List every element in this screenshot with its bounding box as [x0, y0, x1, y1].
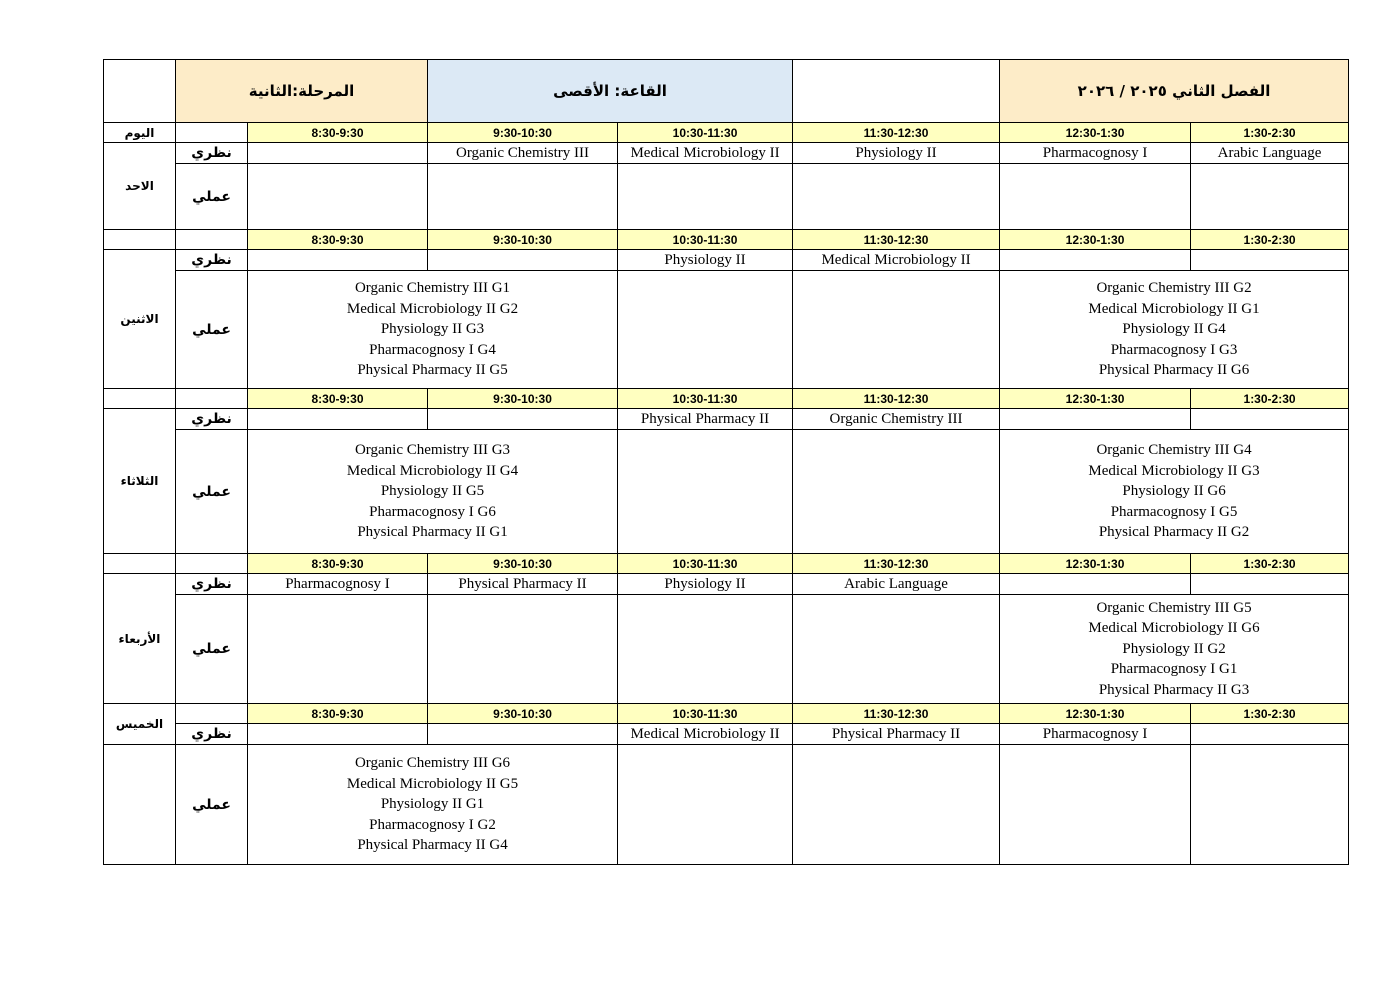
- blank-cell: [104, 230, 176, 250]
- class-cell: [1191, 164, 1349, 230]
- class-cell: [618, 271, 793, 389]
- class-cell: [248, 143, 428, 164]
- time-slot: 12:30-1:30: [1000, 389, 1191, 409]
- stage-title: المرحلة:الثانية: [176, 60, 428, 123]
- class-cell: Pharmacognosy I: [248, 574, 428, 595]
- class-cell: [248, 250, 428, 271]
- practical-group-line: Physiology II G3: [380, 321, 485, 338]
- practical-group-line: Pharmacognosy I G4: [369, 341, 496, 358]
- time-slot: 11:30-12:30: [793, 230, 1000, 250]
- time-slot: 8:30-9:30: [248, 704, 428, 724]
- header-corner: [104, 60, 176, 123]
- practical-group-line: Medical Microbiology II G4: [346, 462, 519, 479]
- time-slot: 10:30-11:30: [618, 230, 793, 250]
- class-cell: [428, 409, 618, 430]
- time-slot: 11:30-12:30: [793, 704, 1000, 724]
- blank-cell: [176, 230, 248, 250]
- time-slot: 8:30-9:30: [248, 123, 428, 143]
- class-cell: [793, 595, 1000, 704]
- practical-group-line: Medical Microbiology II G5: [346, 775, 519, 792]
- time-slot: 11:30-12:30: [793, 123, 1000, 143]
- practical-label: عملي: [176, 745, 248, 865]
- practical-row: [104, 430, 1349, 554]
- time-slot: 10:30-11:30: [618, 554, 793, 574]
- class-cell: [1000, 164, 1191, 230]
- class-cell: Medical Microbiology II: [618, 143, 793, 164]
- practical-group-line: Physical Pharmacy II G3: [1098, 681, 1250, 698]
- practical-group-line: Organic Chemistry III G5: [1096, 599, 1252, 616]
- class-cell: [1191, 409, 1349, 430]
- practical-group-line: Medical Microbiology II G3: [1088, 462, 1260, 479]
- practical-label: عملي: [176, 595, 248, 704]
- practical-group-line: Physiology II G4: [1122, 321, 1226, 338]
- time-slot: 8:30-9:30: [248, 554, 428, 574]
- class-cell: [793, 745, 1000, 865]
- class-cell: Physiology II: [618, 250, 793, 271]
- class-cell: [248, 409, 428, 430]
- practical-group-line: Pharmacognosy I G1: [1110, 661, 1238, 678]
- practical-group-line: Medical Microbiology II G2: [346, 300, 519, 317]
- blank-cell: [176, 554, 248, 574]
- class-cell: [428, 724, 618, 745]
- class-cell: Pharmacognosy I: [1000, 724, 1191, 745]
- class-cell: [618, 595, 793, 704]
- practical-group-block: [1000, 430, 1349, 554]
- time-slot: 1:30-2:30: [1191, 389, 1349, 409]
- practical-group-line: Medical Microbiology II G1: [1088, 300, 1260, 317]
- time-slot: 12:30-1:30: [1000, 230, 1191, 250]
- practical-group-line: Physiology II G2: [1122, 640, 1226, 657]
- practical-label: عملي: [176, 164, 248, 230]
- time-slot: 8:30-9:30: [248, 389, 428, 409]
- day-column-label: اليوم: [104, 123, 176, 143]
- class-cell: [428, 595, 618, 704]
- practical-group-line: Pharmacognosy I G2: [369, 816, 496, 833]
- class-cell: [618, 745, 793, 865]
- theory-label: نظري: [176, 724, 248, 745]
- class-cell: Arabic Language: [1191, 143, 1349, 164]
- class-cell: [1000, 409, 1191, 430]
- practical-group-line: Pharmacognosy I G6: [369, 503, 496, 520]
- practical-row: [104, 745, 1349, 865]
- theory-row: [104, 250, 1349, 271]
- class-cell: [248, 724, 428, 745]
- practical-group-line: Physical Pharmacy II G2: [1098, 524, 1250, 541]
- time-row: [104, 704, 1349, 724]
- header-row: [104, 60, 1349, 123]
- time-slot: 11:30-12:30: [793, 554, 1000, 574]
- schedule-table: [103, 59, 1349, 865]
- class-cell: Organic Chemistry III: [793, 409, 1000, 430]
- time-slot: 1:30-2:30: [1191, 554, 1349, 574]
- class-cell: [248, 595, 428, 704]
- practical-group-line: Physiology II G1: [380, 796, 485, 813]
- class-cell: Arabic Language: [793, 574, 1000, 595]
- theory-row: [104, 724, 1349, 745]
- practical-group-line: Physical Pharmacy II G4: [357, 837, 508, 854]
- day-thursday: الخميس: [104, 704, 176, 745]
- time-slot: 12:30-1:30: [1000, 704, 1191, 724]
- time-slot: 9:30-10:30: [428, 123, 618, 143]
- class-cell: Physical Pharmacy II: [618, 409, 793, 430]
- class-cell: [428, 164, 618, 230]
- class-cell: Physical Pharmacy II: [793, 724, 1000, 745]
- practical-group-line: Physiology II G5: [380, 483, 485, 500]
- time-slot: 8:30-9:30: [248, 230, 428, 250]
- blank-cell: [104, 554, 176, 574]
- practical-group-line: Medical Microbiology II G6: [1088, 620, 1260, 637]
- practical-label: عملي: [176, 271, 248, 389]
- time-row: [104, 230, 1349, 250]
- practical-group-line: Organic Chemistry III G3: [354, 442, 511, 459]
- time-row: [104, 554, 1349, 574]
- semester-title: الفصل الثاني ٢٠٢٥ / ٢٠٢٦: [1000, 60, 1349, 123]
- blank-cell: [176, 389, 248, 409]
- class-cell: [1191, 724, 1349, 745]
- theory-row: [104, 409, 1349, 430]
- practical-group-line: Physical Pharmacy II G1: [357, 524, 508, 541]
- practical-group-block: [248, 745, 618, 865]
- class-cell: [1000, 574, 1191, 595]
- class-cell: [1000, 745, 1191, 865]
- time-slot: 12:30-1:30: [1000, 123, 1191, 143]
- practical-group-block: [1000, 595, 1349, 704]
- practical-group-block: [248, 430, 618, 554]
- practical-row: [104, 271, 1349, 389]
- class-cell: [793, 271, 1000, 389]
- class-cell: Medical Microbiology II: [793, 250, 1000, 271]
- hall-title: القاعة: الأقصى: [428, 60, 793, 123]
- practical-group-line: Pharmacognosy I G3: [1110, 341, 1238, 358]
- day-sunday: الاحد: [104, 143, 176, 230]
- class-cell: [1191, 250, 1349, 271]
- time-slot: 9:30-10:30: [428, 389, 618, 409]
- class-cell: [1191, 745, 1349, 865]
- day-monday: الاثنين: [104, 250, 176, 389]
- time-row: [104, 389, 1349, 409]
- time-slot: 12:30-1:30: [1000, 554, 1191, 574]
- class-cell: [793, 164, 1000, 230]
- class-cell: Physical Pharmacy II: [428, 574, 618, 595]
- class-cell: Pharmacognosy I: [1000, 143, 1191, 164]
- blank-cell: [176, 704, 248, 724]
- theory-label: نظري: [176, 574, 248, 595]
- class-cell: Physiology II: [793, 143, 1000, 164]
- practical-group-block: [1000, 271, 1349, 389]
- time-slot: 10:30-11:30: [618, 123, 793, 143]
- time-slot: 10:30-11:30: [618, 704, 793, 724]
- time-slot: 1:30-2:30: [1191, 123, 1349, 143]
- theory-label: نظري: [176, 143, 248, 164]
- class-cell: [1000, 250, 1191, 271]
- practical-group-block: [248, 271, 618, 389]
- class-cell: [1191, 574, 1349, 595]
- class-cell: Physiology II: [618, 574, 793, 595]
- practical-group-line: Organic Chemistry III G6: [354, 755, 511, 772]
- practical-group-line: Pharmacognosy I G5: [1110, 503, 1238, 520]
- blank-cell: [176, 123, 248, 143]
- practical-row: [104, 595, 1349, 704]
- time-slot: 9:30-10:30: [428, 704, 618, 724]
- theory-label: نظري: [176, 409, 248, 430]
- time-slot: 1:30-2:30: [1191, 704, 1349, 724]
- class-cell: [793, 430, 1000, 554]
- practical-label: عملي: [176, 430, 248, 554]
- practical-group-line: Physiology II G6: [1122, 483, 1226, 500]
- time-slot: 1:30-2:30: [1191, 230, 1349, 250]
- day-tuesday: الثلاثاء: [104, 409, 176, 554]
- practical-group-line: Physical Pharmacy II G5: [357, 362, 508, 379]
- practical-group-line: Physical Pharmacy II G6: [1098, 362, 1250, 379]
- practical-group-line: Organic Chemistry III G1: [354, 280, 511, 297]
- practical-group-line: Organic Chemistry III G4: [1096, 442, 1252, 459]
- theory-row: [104, 143, 1349, 164]
- blank-cell: [104, 389, 176, 409]
- class-cell: [248, 164, 428, 230]
- time-slot: 10:30-11:30: [618, 389, 793, 409]
- header-blank: [793, 60, 1000, 123]
- class-cell: [428, 250, 618, 271]
- time-slot: 11:30-12:30: [793, 389, 1000, 409]
- time-slot: 9:30-10:30: [428, 230, 618, 250]
- blank-cell: [104, 745, 176, 865]
- class-cell: [618, 430, 793, 554]
- class-cell: Medical Microbiology II: [618, 724, 793, 745]
- class-cell: Organic Chemistry III: [428, 143, 618, 164]
- day-wednesday: الأربعاء: [104, 574, 176, 704]
- theory-label: نظري: [176, 250, 248, 271]
- time-slot: 9:30-10:30: [428, 554, 618, 574]
- practical-row: [104, 164, 1349, 230]
- practical-group-line: Organic Chemistry III G2: [1096, 280, 1252, 297]
- class-cell: [618, 164, 793, 230]
- theory-row: [104, 574, 1349, 595]
- time-row: [104, 123, 1349, 143]
